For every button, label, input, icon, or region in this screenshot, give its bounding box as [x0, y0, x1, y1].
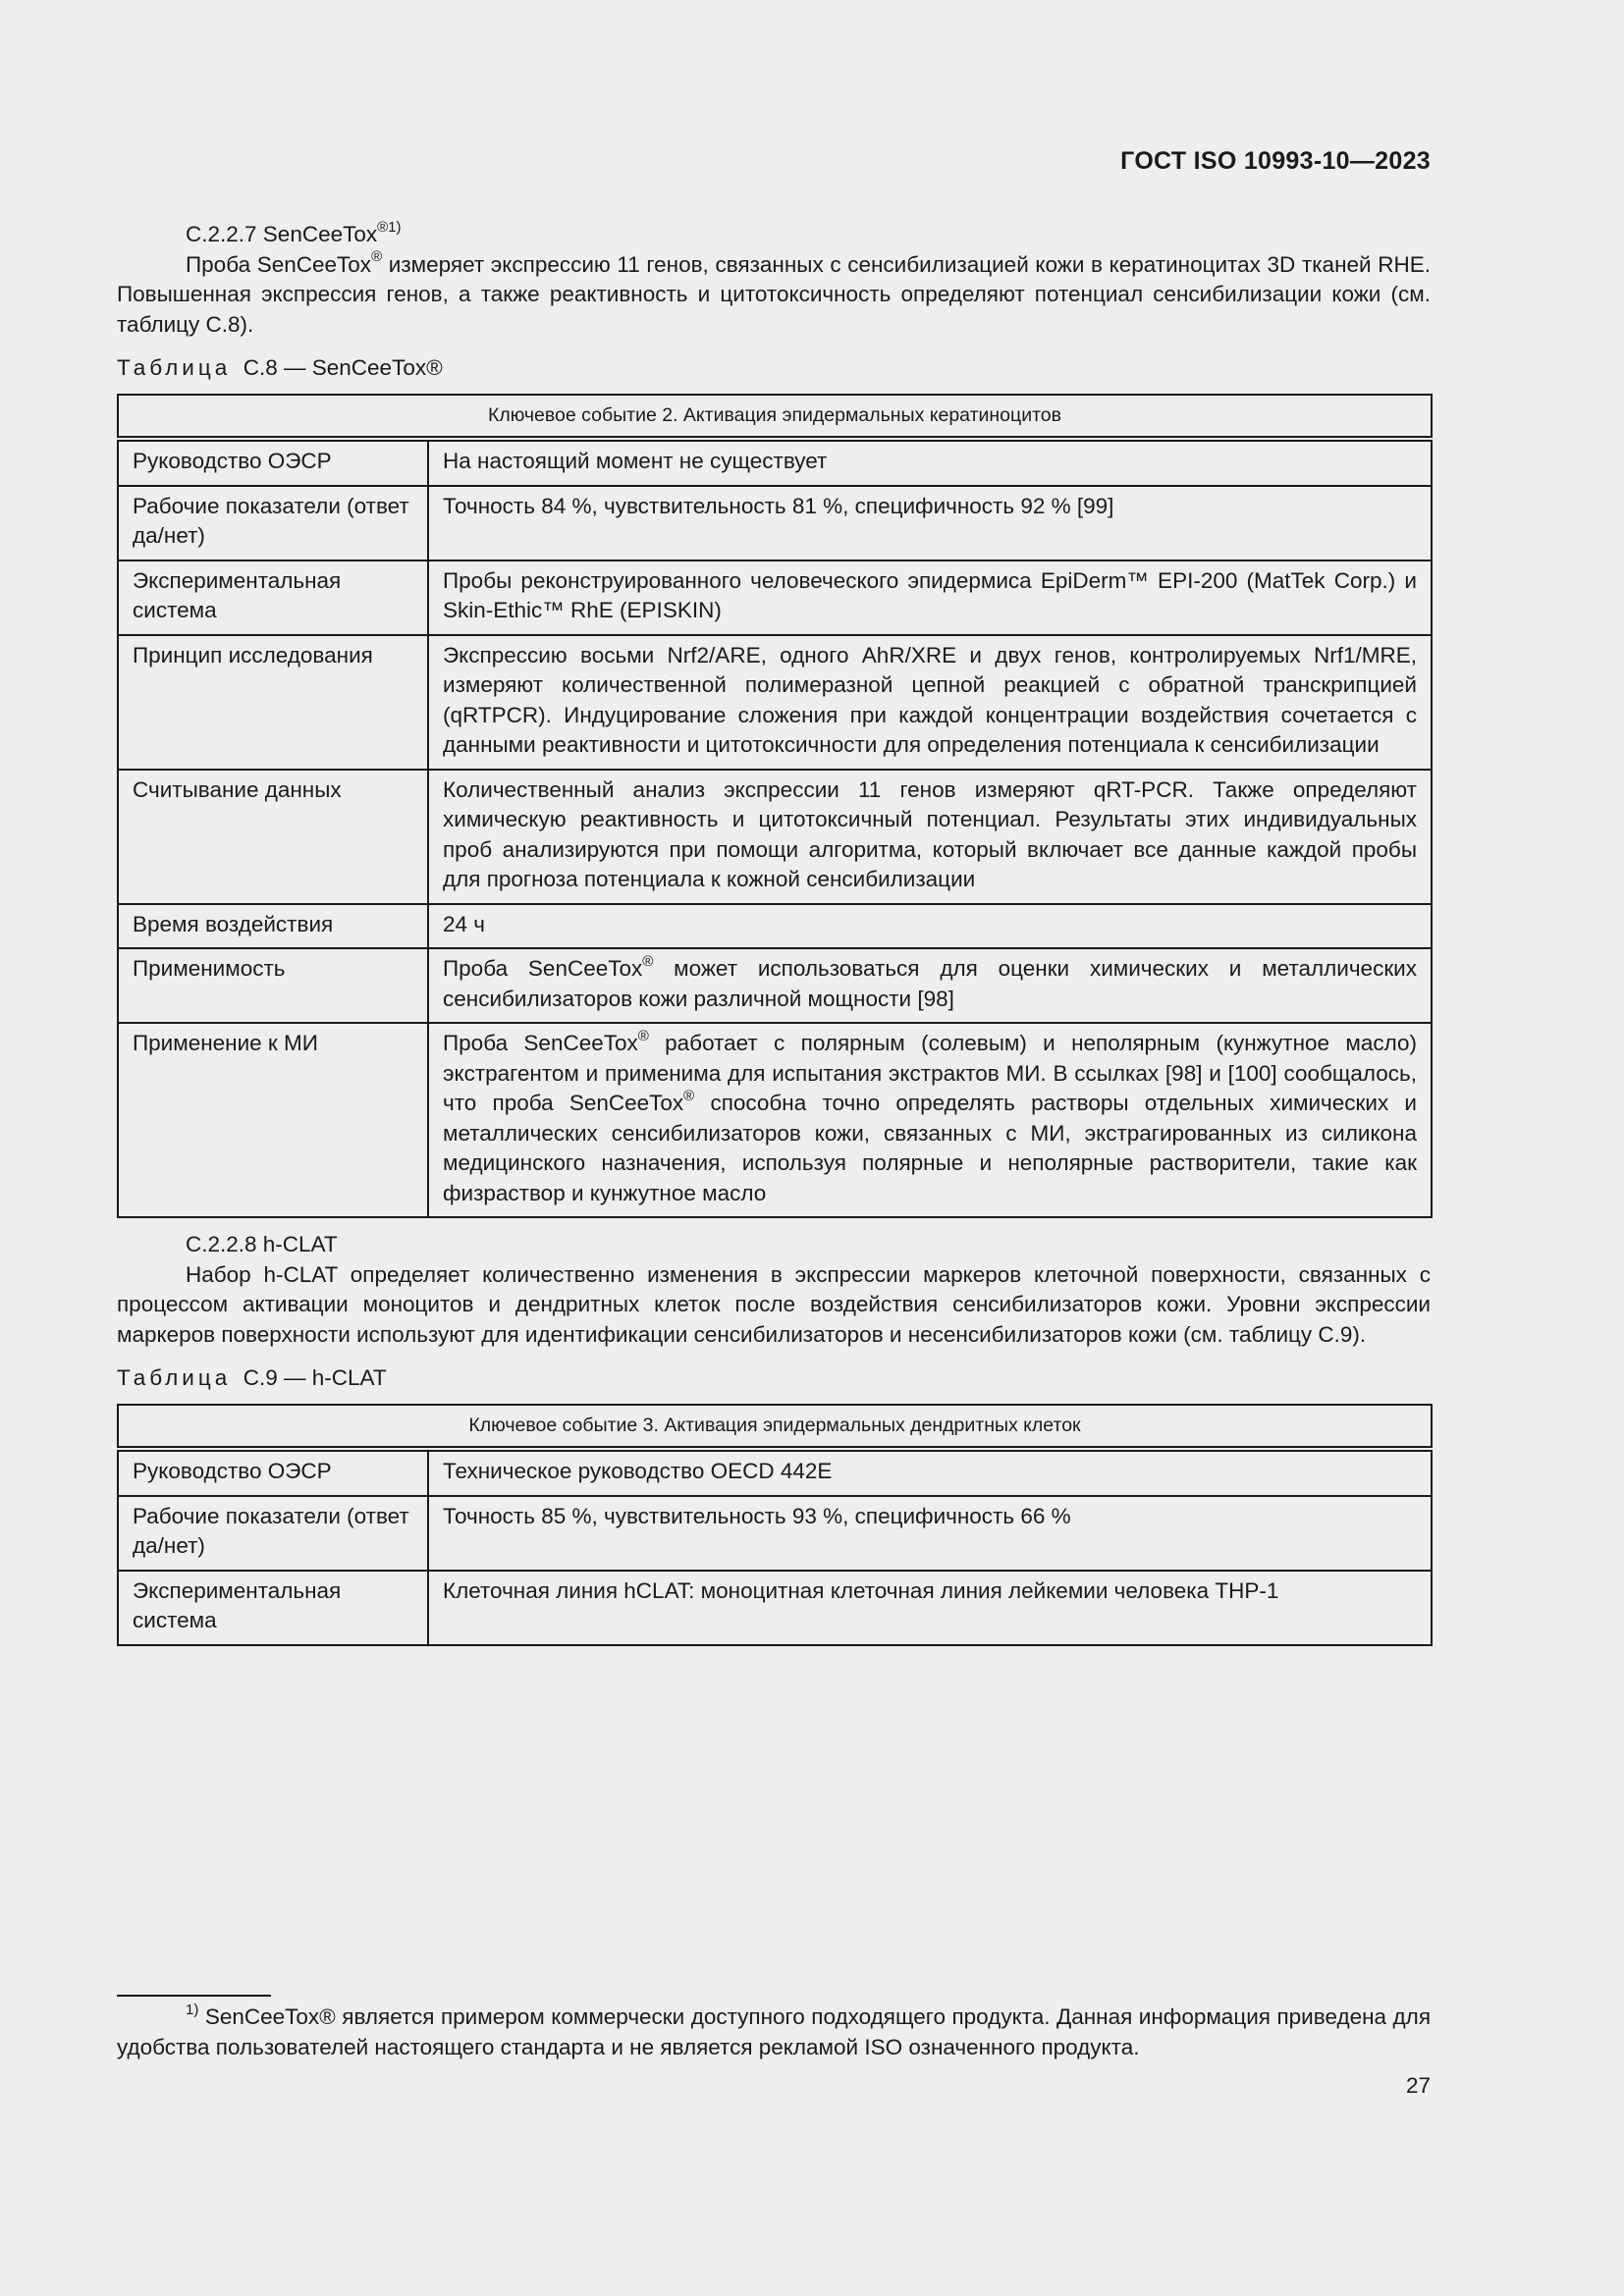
document-standard-header: ГОСТ ISO 10993-10—2023 — [1120, 147, 1431, 175]
row-value: 24 ч — [428, 904, 1432, 949]
row-value: Экспрессию восьми Nrf2/ARE, одного AhR/XRE и двух генов, контролируемых Nrf1/MRE, измеряют количественной полимеразной цепной реакцией с обратной транскрипцией (qRTPCR). Индуцирование сложения при каждой концентрации воздействия сочетается с данными реактивности и цитотоксичности для определения потенциала к сенсибилизации — [428, 635, 1432, 770]
row-value: Проба SenCeeTox® может использоваться для оценки химических и металлических сенсибилизаторов кожи различной мощности [98] — [428, 948, 1432, 1023]
row-label: Рабочие показатели (ответ да/нет) — [118, 486, 428, 561]
row-value: Пробы реконструированного человеческого эпидермиса EpiDerm™ EPI-200 (MatTek Corp.) и Skin-Ethic™ RhE (EPISKIN) — [428, 561, 1432, 635]
footnote-separator — [117, 1995, 271, 1997]
key-event-cell: Ключевое событие 2. Активация эпидермальных кератиноцитов — [118, 395, 1432, 440]
row-value: Точность 84 %, чувствительность 81 %, специфичность 92 % [99] — [428, 486, 1432, 561]
row-value: Количественный анализ экспрессии 11 генов измеряют qRT-PCR. Также определяют химическую реактивность и цитотоксичный потенциал. Результаты этих индивидуальных проб анализируются при помощи алгоритма, который включает все данные каждой пробы для прогноза потенциала к кожной сенсибилизации — [428, 770, 1432, 904]
table-row — [118, 561, 1432, 635]
row-value: На настоящий момент не существует — [428, 439, 1432, 486]
section-c227-text: Проба SenCeeTox® измеряет экспрессию 11 генов, связанных с сенсибилизацией кожи в кератиноцитах 3D тканей RHE. Повышенная экспрессия генов, а также реактивность и цитотоксичность определяют потенциал сенсибилизации кожи (см. таблицу С.8). — [117, 248, 1431, 337]
table-row — [118, 1023, 1432, 1217]
page-content — [117, 220, 1431, 1658]
table-c9 — [117, 1404, 1433, 1646]
table-c8-caption: Таблица С.8 — SenCeeTox® — [117, 355, 443, 380]
table-row — [118, 1496, 1432, 1571]
table-row — [118, 904, 1432, 949]
table-row — [118, 486, 1432, 561]
table-row — [118, 948, 1432, 1023]
key-event-cell: Ключевое событие 3. Активация эпидермальных дендритных клеток — [118, 1405, 1432, 1450]
table-row — [118, 1405, 1432, 1450]
row-label: Считывание данных — [118, 770, 428, 904]
row-label: Экспериментальная система — [118, 1571, 428, 1645]
section-c228-text: Набор h-CLAT определяет количественно изменения в экспрессии маркеров клеточной поверхности, связанных с процессом активации моноцитов и дендритных клеток после воздействия сенсибилизаторов кожи. Уровни экспрессии маркеров поверхности используют для идентификации сенсибилизаторов и несенсибилизаторов кожи (см. таблицу С.9). — [117, 1261, 1431, 1347]
row-value: Точность 85 %, чувствительность 93 %, специфичность 66 % — [428, 1496, 1432, 1571]
row-label: Рабочие показатели (ответ да/нет) — [118, 1496, 428, 1571]
row-value: Проба SenCeeTox® работает с полярным (солевым) и неполярным (кунжутное масло) экстрагентом и применима для испытания экстрактов МИ. В ссылках [98] и [100] сообщалось, что проба SenCeeTox® способна точно определять растворы отдельных химических и металлических сенсибилизаторов кожи, связанных с МИ, экстрагированных из силикона медицинского назначения, используя полярные и неполярные растворители, такие как физраствор и кунжутное масло — [428, 1023, 1432, 1217]
row-label: Экспериментальная система — [118, 561, 428, 635]
table-row — [118, 635, 1432, 770]
table-row — [118, 1449, 1432, 1496]
row-label: Принцип исследования — [118, 635, 428, 770]
footnote: $^{1)}$ SenCeeTox® является примером коммерчески доступного подходящего продукта. Данная информация приведена для удобства пользователей настоящего стандарта и не является рекламой ISO означенного продукта. — [117, 2001, 1431, 2059]
table-row — [118, 395, 1432, 440]
row-label: Применение к МИ — [118, 1023, 428, 1217]
row-label: Применимость — [118, 948, 428, 1023]
table-c9-caption: Таблица С.9 — h-CLAT — [117, 1365, 387, 1390]
table-c8 — [117, 394, 1433, 1219]
row-value: Клеточная линия hCLAT: моноцитная клеточная линия лейкемии человека THP-1 — [428, 1571, 1432, 1645]
table-row — [118, 1571, 1432, 1645]
row-label: Время воздействия — [118, 904, 428, 949]
row-label: Руководство ОЭСР — [118, 1449, 428, 1496]
section-c228-heading: С.2.2.8 h-CLAT — [186, 1232, 338, 1256]
row-label: Руководство ОЭСР — [118, 439, 428, 486]
table-row — [118, 439, 1432, 486]
page-number: 27 — [1405, 2073, 1431, 2098]
section-c227-heading: С.2.2.7 SenCeeTox$^{®1)}$ — [186, 218, 402, 246]
table-row — [118, 770, 1432, 904]
row-value: Техническое руководство OECD 442E — [428, 1449, 1432, 1496]
